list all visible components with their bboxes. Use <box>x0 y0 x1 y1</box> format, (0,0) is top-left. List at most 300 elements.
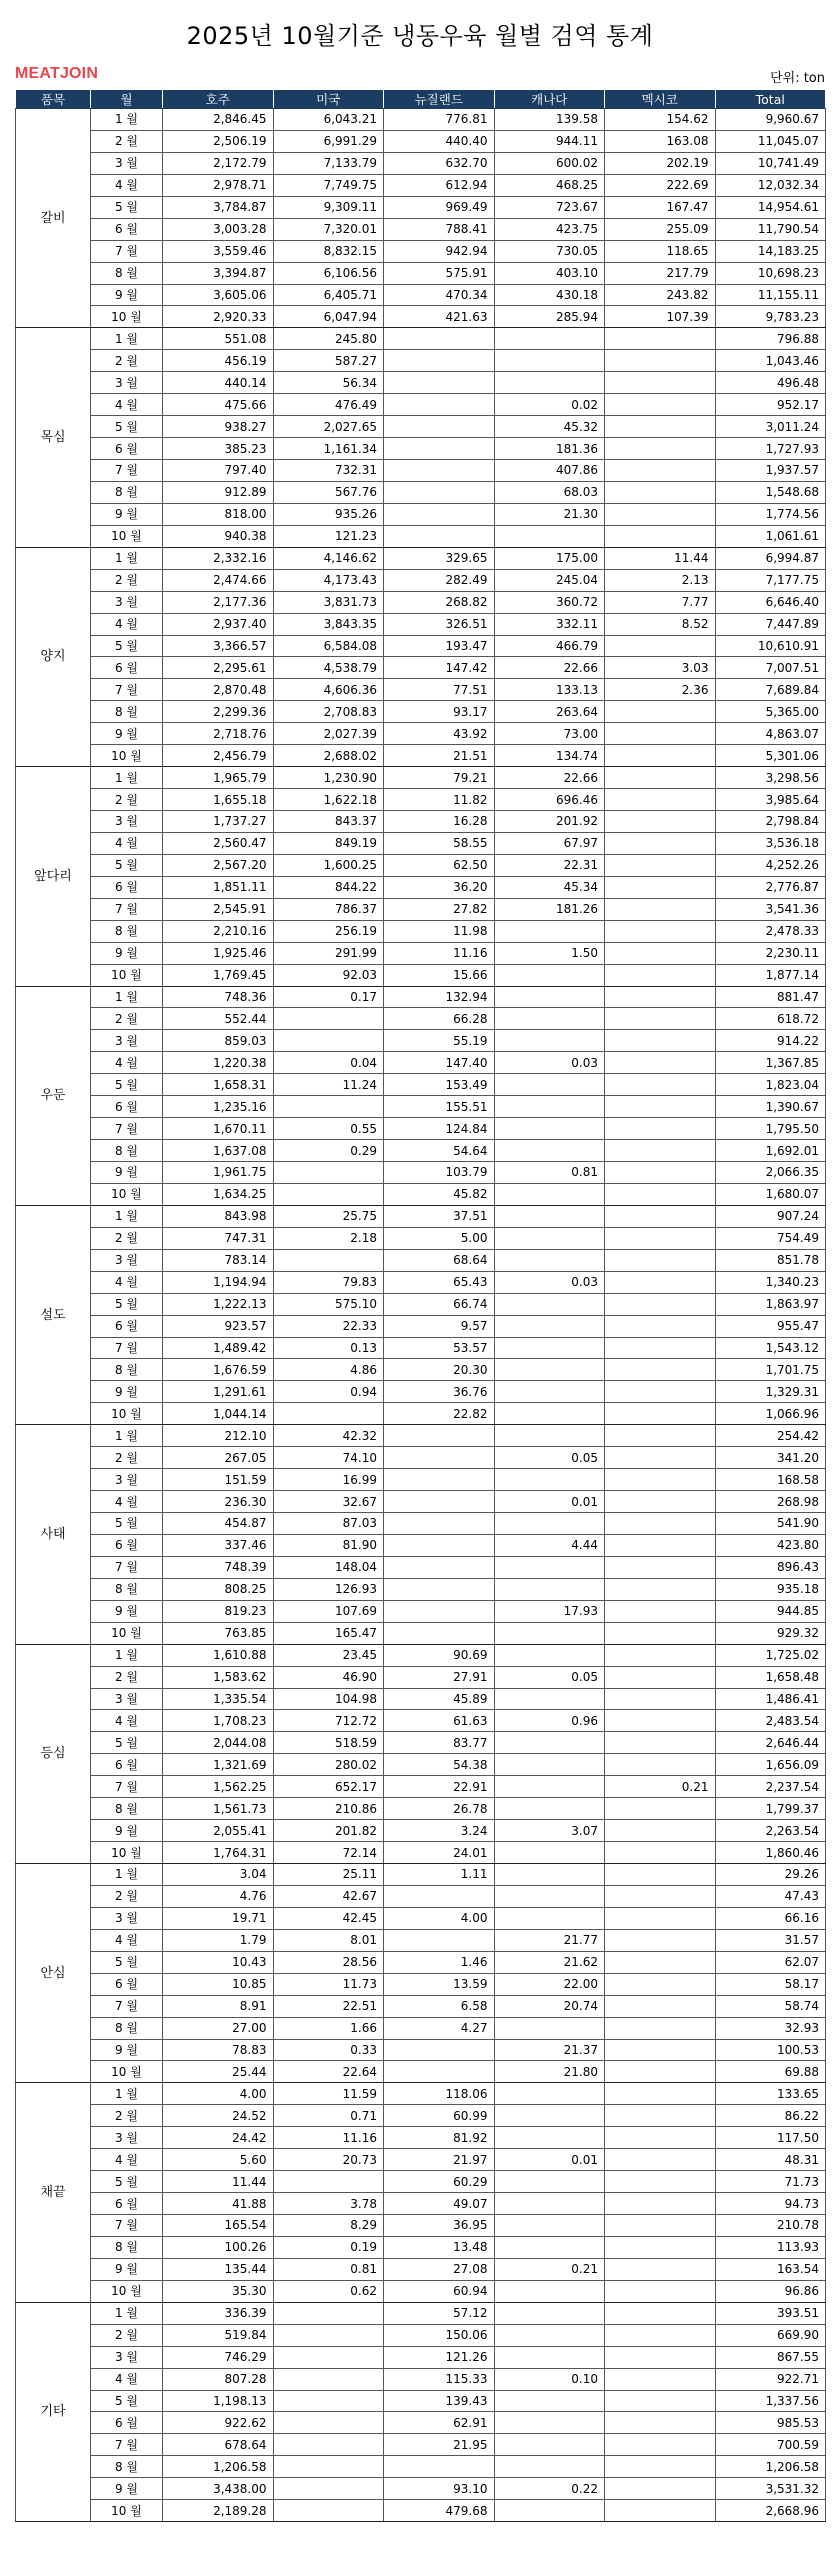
canada-cell: 0.10 <box>494 2368 605 2390</box>
item-name-cell: 목심 <box>16 328 91 547</box>
australia-cell: 10.85 <box>163 1973 274 1995</box>
table-row <box>16 2280 826 2302</box>
table-row <box>16 854 826 876</box>
table-row <box>16 1183 826 1205</box>
mexico-cell <box>605 1491 716 1513</box>
month-cell: 9 월 <box>91 2039 163 2061</box>
table-row <box>16 591 826 613</box>
australia-cell: 1,489.42 <box>163 1337 274 1359</box>
australia-cell: 2,718.76 <box>163 723 274 745</box>
australia-cell: 818.00 <box>163 503 274 525</box>
canada-cell: 22.00 <box>494 1973 605 1995</box>
total-cell: 58.17 <box>715 1973 826 1995</box>
mexico-cell <box>605 964 716 986</box>
table-row <box>16 2258 826 2280</box>
usa-cell: 3,831.73 <box>273 591 384 613</box>
mexico-cell <box>605 2105 716 2127</box>
canada-cell: 139.58 <box>494 109 605 131</box>
new-zealand-cell: 103.79 <box>384 1162 495 1184</box>
usa-cell: 9,309.11 <box>273 196 384 218</box>
mexico-cell <box>605 2412 716 2434</box>
new-zealand-cell <box>384 503 495 525</box>
total-cell: 7,689.84 <box>715 679 826 701</box>
new-zealand-cell: 575.91 <box>384 262 495 284</box>
stats-table <box>15 89 826 2522</box>
mexico-cell <box>605 1842 716 1864</box>
total-cell: 1,329.31 <box>715 1381 826 1403</box>
table-row <box>16 920 826 942</box>
usa-cell: 1,230.90 <box>273 767 384 789</box>
table-row <box>16 1293 826 1315</box>
mexico-cell: 107.39 <box>605 306 716 328</box>
month-cell: 9 월 <box>91 2478 163 2500</box>
month-cell: 2 월 <box>91 1885 163 1907</box>
australia-cell: 808.25 <box>163 1578 274 1600</box>
australia-cell: 5.60 <box>163 2149 274 2171</box>
new-zealand-cell: 22.82 <box>384 1403 495 1425</box>
new-zealand-cell: 1.11 <box>384 1864 495 1886</box>
total-cell: 47.43 <box>715 1885 826 1907</box>
new-zealand-cell: 45.82 <box>384 1183 495 1205</box>
usa-cell: 0.04 <box>273 1052 384 1074</box>
month-cell: 10 월 <box>91 306 163 328</box>
table-row <box>16 174 826 196</box>
canada-cell: 0.05 <box>494 1666 605 1688</box>
table-row <box>16 240 826 262</box>
month-cell: 1 월 <box>91 1205 163 1227</box>
month-cell: 8 월 <box>91 481 163 503</box>
usa-cell: 0.62 <box>273 2280 384 2302</box>
new-zealand-cell <box>384 1556 495 1578</box>
australia-cell: 2,870.48 <box>163 679 274 701</box>
month-cell: 3 월 <box>91 152 163 174</box>
total-cell: 1,548.68 <box>715 481 826 503</box>
month-cell: 5 월 <box>91 854 163 876</box>
australia-cell: 923.57 <box>163 1315 274 1337</box>
new-zealand-cell: 57.12 <box>384 2302 495 2324</box>
month-cell: 1 월 <box>91 1425 163 1447</box>
australia-cell: 41.88 <box>163 2193 274 2215</box>
canada-cell <box>494 1754 605 1776</box>
usa-cell <box>273 1183 384 1205</box>
total-cell: 1,390.67 <box>715 1096 826 1118</box>
mexico-cell <box>605 1008 716 1030</box>
table-row <box>16 372 826 394</box>
month-cell: 6 월 <box>91 1096 163 1118</box>
usa-cell <box>273 1008 384 1030</box>
total-cell: 117.50 <box>715 2127 826 2149</box>
mexico-cell <box>605 1513 716 1535</box>
canada-cell: 201.92 <box>494 811 605 833</box>
usa-cell: 104.98 <box>273 1688 384 1710</box>
usa-cell: 11.16 <box>273 2127 384 2149</box>
mexico-cell <box>605 701 716 723</box>
item-name-cell: 설도 <box>16 1205 91 1424</box>
canada-cell <box>494 1074 605 1096</box>
month-cell: 1 월 <box>91 2083 163 2105</box>
month-cell: 10 월 <box>91 1183 163 1205</box>
table-row <box>16 767 826 789</box>
new-zealand-cell: 45.89 <box>384 1688 495 1710</box>
australia-cell: 938.27 <box>163 416 274 438</box>
new-zealand-cell: 61.63 <box>384 1710 495 1732</box>
mexico-cell <box>605 1666 716 1688</box>
total-cell: 10,698.23 <box>715 262 826 284</box>
total-cell: 2,798.84 <box>715 811 826 833</box>
usa-cell: 0.29 <box>273 1140 384 1162</box>
usa-cell: 2.18 <box>273 1227 384 1249</box>
mexico-cell <box>605 789 716 811</box>
new-zealand-cell: 21.51 <box>384 745 495 767</box>
australia-cell: 552.44 <box>163 1008 274 1030</box>
month-cell: 1 월 <box>91 1864 163 1886</box>
total-cell: 914.22 <box>715 1030 826 1052</box>
month-cell: 9 월 <box>91 1820 163 1842</box>
total-cell: 168.58 <box>715 1469 826 1491</box>
mexico-cell: 243.82 <box>605 284 716 306</box>
total-cell: 1,863.97 <box>715 1293 826 1315</box>
usa-cell: 2,688.02 <box>273 745 384 767</box>
total-cell: 1,680.07 <box>715 1183 826 1205</box>
month-cell: 10 월 <box>91 745 163 767</box>
usa-cell: 79.83 <box>273 1271 384 1293</box>
month-cell: 2 월 <box>91 1008 163 1030</box>
mexico-cell <box>605 1622 716 1644</box>
total-cell: 935.18 <box>715 1578 826 1600</box>
item-name-cell: 기타 <box>16 2302 91 2521</box>
table-body <box>16 109 826 2522</box>
usa-cell: 291.99 <box>273 942 384 964</box>
mexico-cell: 8.52 <box>605 613 716 635</box>
canada-cell <box>494 350 605 372</box>
total-cell: 1,656.09 <box>715 1754 826 1776</box>
australia-cell: 1,737.27 <box>163 811 274 833</box>
new-zealand-cell <box>384 1447 495 1469</box>
australia-cell: 1,769.45 <box>163 964 274 986</box>
month-cell: 10 월 <box>91 2280 163 2302</box>
usa-cell: 849.19 <box>273 832 384 854</box>
australia-cell: 1,637.08 <box>163 1140 274 1162</box>
month-cell: 8 월 <box>91 2017 163 2039</box>
total-cell: 541.90 <box>715 1513 826 1535</box>
new-zealand-cell: 13.59 <box>384 1973 495 1995</box>
total-cell: 31.57 <box>715 1929 826 1951</box>
total-cell: 163.54 <box>715 2258 826 2280</box>
australia-cell: 337.46 <box>163 1534 274 1556</box>
mexico-cell <box>605 1140 716 1162</box>
new-zealand-cell: 11.82 <box>384 789 495 811</box>
australia-cell: 2,920.33 <box>163 306 274 328</box>
australia-cell: 1,655.18 <box>163 789 274 811</box>
total-cell: 881.47 <box>715 986 826 1008</box>
mexico-cell: 163.08 <box>605 130 716 152</box>
total-cell: 1,774.56 <box>715 503 826 525</box>
month-cell: 8 월 <box>91 1578 163 1600</box>
new-zealand-cell: 27.91 <box>384 1666 495 1688</box>
month-cell: 5 월 <box>91 1732 163 1754</box>
mexico-cell <box>605 2456 716 2478</box>
new-zealand-cell: 612.94 <box>384 174 495 196</box>
mexico-cell <box>605 1074 716 1096</box>
canada-cell <box>494 2193 605 2215</box>
canada-cell: 0.81 <box>494 1162 605 1184</box>
mexico-cell <box>605 1798 716 1820</box>
table-row <box>16 1951 826 1973</box>
australia-cell: 1,764.31 <box>163 1842 274 1864</box>
table-row <box>16 1885 826 1907</box>
mexico-cell <box>605 2017 716 2039</box>
usa-cell: 567.76 <box>273 481 384 503</box>
table-row <box>16 1754 826 1776</box>
month-cell: 3 월 <box>91 372 163 394</box>
canada-cell <box>494 2083 605 2105</box>
table-row <box>16 876 826 898</box>
australia-cell: 2,846.45 <box>163 109 274 131</box>
australia-cell: 2,567.20 <box>163 854 274 876</box>
canada-cell: 245.04 <box>494 569 605 591</box>
new-zealand-cell <box>384 481 495 503</box>
total-cell: 618.72 <box>715 1008 826 1030</box>
new-zealand-cell: 36.95 <box>384 2215 495 2237</box>
new-zealand-cell: 132.94 <box>384 986 495 1008</box>
canada-cell <box>494 1381 605 1403</box>
table-row <box>16 1052 826 1074</box>
mexico-cell <box>605 2215 716 2237</box>
new-zealand-cell: 193.47 <box>384 635 495 657</box>
australia-cell: 1,220.38 <box>163 1052 274 1074</box>
table-row <box>16 789 826 811</box>
usa-cell: 732.31 <box>273 460 384 482</box>
australia-cell: 3,003.28 <box>163 218 274 240</box>
new-zealand-cell: 81.92 <box>384 2127 495 2149</box>
new-zealand-cell: 5.00 <box>384 1227 495 1249</box>
canada-cell <box>494 525 605 547</box>
canada-cell <box>494 1556 605 1578</box>
canada-cell: 0.01 <box>494 2149 605 2171</box>
canada-cell: 466.79 <box>494 635 605 657</box>
table-row <box>16 2346 826 2368</box>
table-row <box>16 1622 826 1644</box>
australia-cell: 2,560.47 <box>163 832 274 854</box>
new-zealand-cell: 776.81 <box>384 109 495 131</box>
mexico-cell: 217.79 <box>605 262 716 284</box>
mexico-cell <box>605 2258 716 2280</box>
new-zealand-cell: 68.64 <box>384 1249 495 1271</box>
mexico-cell <box>605 1688 716 1710</box>
canada-cell: 0.22 <box>494 2478 605 2500</box>
australia-cell: 11.44 <box>163 2171 274 2193</box>
mexico-cell <box>605 1118 716 1140</box>
col-header-item: 품목 <box>16 90 91 109</box>
month-cell: 8 월 <box>91 1140 163 1162</box>
new-zealand-cell: 62.50 <box>384 854 495 876</box>
table-row <box>16 2324 826 2346</box>
new-zealand-cell <box>384 2061 495 2083</box>
table-row <box>16 306 826 328</box>
month-cell: 5 월 <box>91 1074 163 1096</box>
australia-cell: 1.79 <box>163 1929 274 1951</box>
canada-cell: 600.02 <box>494 152 605 174</box>
usa-cell: 4,606.36 <box>273 679 384 701</box>
canada-cell <box>494 328 605 350</box>
canada-cell: 285.94 <box>494 306 605 328</box>
new-zealand-cell: 93.10 <box>384 2478 495 2500</box>
new-zealand-cell: 1.46 <box>384 1951 495 1973</box>
canada-cell <box>494 1732 605 1754</box>
australia-cell: 1,335.54 <box>163 1688 274 1710</box>
australia-cell: 3.04 <box>163 1864 274 1886</box>
table-row <box>16 196 826 218</box>
table-row <box>16 350 826 372</box>
new-zealand-cell: 36.20 <box>384 876 495 898</box>
total-cell: 2,478.33 <box>715 920 826 942</box>
usa-cell <box>273 2302 384 2324</box>
total-cell: 867.55 <box>715 2346 826 2368</box>
canada-cell <box>494 1776 605 1798</box>
new-zealand-cell: 27.82 <box>384 898 495 920</box>
usa-cell: 7,133.79 <box>273 152 384 174</box>
total-cell: 11,045.07 <box>715 130 826 152</box>
canada-cell: 423.75 <box>494 218 605 240</box>
item-name-cell: 앞다리 <box>16 767 91 986</box>
canada-cell: 22.66 <box>494 657 605 679</box>
canada-cell: 0.01 <box>494 1491 605 1513</box>
canada-cell: 17.93 <box>494 1600 605 1622</box>
new-zealand-cell: 60.94 <box>384 2280 495 2302</box>
total-cell: 4,863.07 <box>715 723 826 745</box>
mexico-cell <box>605 2478 716 2500</box>
item-name-cell: 양지 <box>16 547 91 766</box>
usa-cell: 575.10 <box>273 1293 384 1315</box>
australia-cell: 2,978.71 <box>163 174 274 196</box>
australia-cell: 4.76 <box>163 1885 274 1907</box>
canada-cell <box>494 1578 605 1600</box>
canada-cell <box>494 1030 605 1052</box>
month-cell: 4 월 <box>91 832 163 854</box>
usa-cell: 0.71 <box>273 2105 384 2127</box>
month-cell: 5 월 <box>91 196 163 218</box>
total-cell: 69.88 <box>715 2061 826 2083</box>
table-row <box>16 1249 826 1271</box>
australia-cell: 819.23 <box>163 1600 274 1622</box>
month-cell: 1 월 <box>91 767 163 789</box>
table-row <box>16 503 826 525</box>
canada-cell: 696.46 <box>494 789 605 811</box>
table-row <box>16 2434 826 2456</box>
australia-cell: 1,634.25 <box>163 1183 274 1205</box>
total-cell: 952.17 <box>715 394 826 416</box>
new-zealand-cell: 22.91 <box>384 1776 495 1798</box>
canada-cell <box>494 1293 605 1315</box>
month-cell: 9 월 <box>91 284 163 306</box>
total-cell: 86.22 <box>715 2105 826 2127</box>
usa-cell: 22.51 <box>273 1995 384 2017</box>
australia-cell: 4.00 <box>163 2083 274 2105</box>
new-zealand-cell: 16.28 <box>384 811 495 833</box>
canada-cell <box>494 1337 605 1359</box>
col-header-mexico: 멕시코 <box>605 90 716 109</box>
canada-cell <box>494 1864 605 1886</box>
canada-cell <box>494 1008 605 1030</box>
canada-cell: 263.64 <box>494 701 605 723</box>
month-cell: 6 월 <box>91 1534 163 1556</box>
canada-cell <box>494 1644 605 1666</box>
usa-cell: 107.69 <box>273 1600 384 1622</box>
new-zealand-cell: 11.16 <box>384 942 495 964</box>
total-cell: 71.73 <box>715 2171 826 2193</box>
australia-cell: 212.10 <box>163 1425 274 1447</box>
total-cell: 1,206.58 <box>715 2456 826 2478</box>
table-row <box>16 2302 826 2324</box>
table-row <box>16 2390 826 2412</box>
table-row <box>16 1929 826 1951</box>
australia-cell: 454.87 <box>163 1513 274 1535</box>
canada-cell <box>494 964 605 986</box>
table-row <box>16 1447 826 1469</box>
mexico-cell <box>605 328 716 350</box>
canada-cell <box>494 1359 605 1381</box>
canada-cell: 45.34 <box>494 876 605 898</box>
usa-cell: 0.13 <box>273 1337 384 1359</box>
australia-cell: 1,610.88 <box>163 1644 274 1666</box>
new-zealand-cell: 115.33 <box>384 2368 495 2390</box>
canada-cell <box>494 1118 605 1140</box>
new-zealand-cell: 55.19 <box>384 1030 495 1052</box>
col-header-canada: 캐나다 <box>494 90 605 109</box>
total-cell: 1,823.04 <box>715 1074 826 1096</box>
new-zealand-cell <box>384 438 495 460</box>
month-cell: 8 월 <box>91 1798 163 1820</box>
usa-cell: 46.90 <box>273 1666 384 1688</box>
month-cell: 1 월 <box>91 109 163 131</box>
mexico-cell <box>605 1556 716 1578</box>
new-zealand-cell: 66.74 <box>384 1293 495 1315</box>
usa-cell: 1,622.18 <box>273 789 384 811</box>
mexico-cell <box>605 1644 716 1666</box>
canada-cell <box>494 1315 605 1337</box>
month-cell: 2 월 <box>91 1666 163 1688</box>
month-cell: 1 월 <box>91 2302 163 2324</box>
month-cell: 7 월 <box>91 1556 163 1578</box>
month-cell: 8 월 <box>91 2456 163 2478</box>
usa-cell: 8.01 <box>273 1929 384 1951</box>
australia-cell: 475.66 <box>163 394 274 416</box>
month-cell: 8 월 <box>91 262 163 284</box>
australia-cell: 1,206.58 <box>163 2456 274 2478</box>
new-zealand-cell: 282.49 <box>384 569 495 591</box>
canada-cell <box>494 1140 605 1162</box>
month-cell: 10 월 <box>91 1622 163 1644</box>
table-row <box>16 1227 826 1249</box>
australia-cell: 151.59 <box>163 1469 274 1491</box>
table-row <box>16 1271 826 1293</box>
month-cell: 7 월 <box>91 460 163 482</box>
new-zealand-cell: 20.30 <box>384 1359 495 1381</box>
usa-cell: 210.86 <box>273 1798 384 1820</box>
canada-cell <box>494 2302 605 2324</box>
canada-cell <box>494 2127 605 2149</box>
total-cell: 14,954.61 <box>715 196 826 218</box>
table-row <box>16 1096 826 1118</box>
month-cell: 9 월 <box>91 942 163 964</box>
table-row <box>16 2456 826 2478</box>
total-cell: 5,365.00 <box>715 701 826 723</box>
usa-cell: 0.55 <box>273 1118 384 1140</box>
table-row <box>16 2039 826 2061</box>
new-zealand-cell <box>384 525 495 547</box>
month-cell: 5 월 <box>91 1951 163 1973</box>
australia-cell: 2,456.79 <box>163 745 274 767</box>
